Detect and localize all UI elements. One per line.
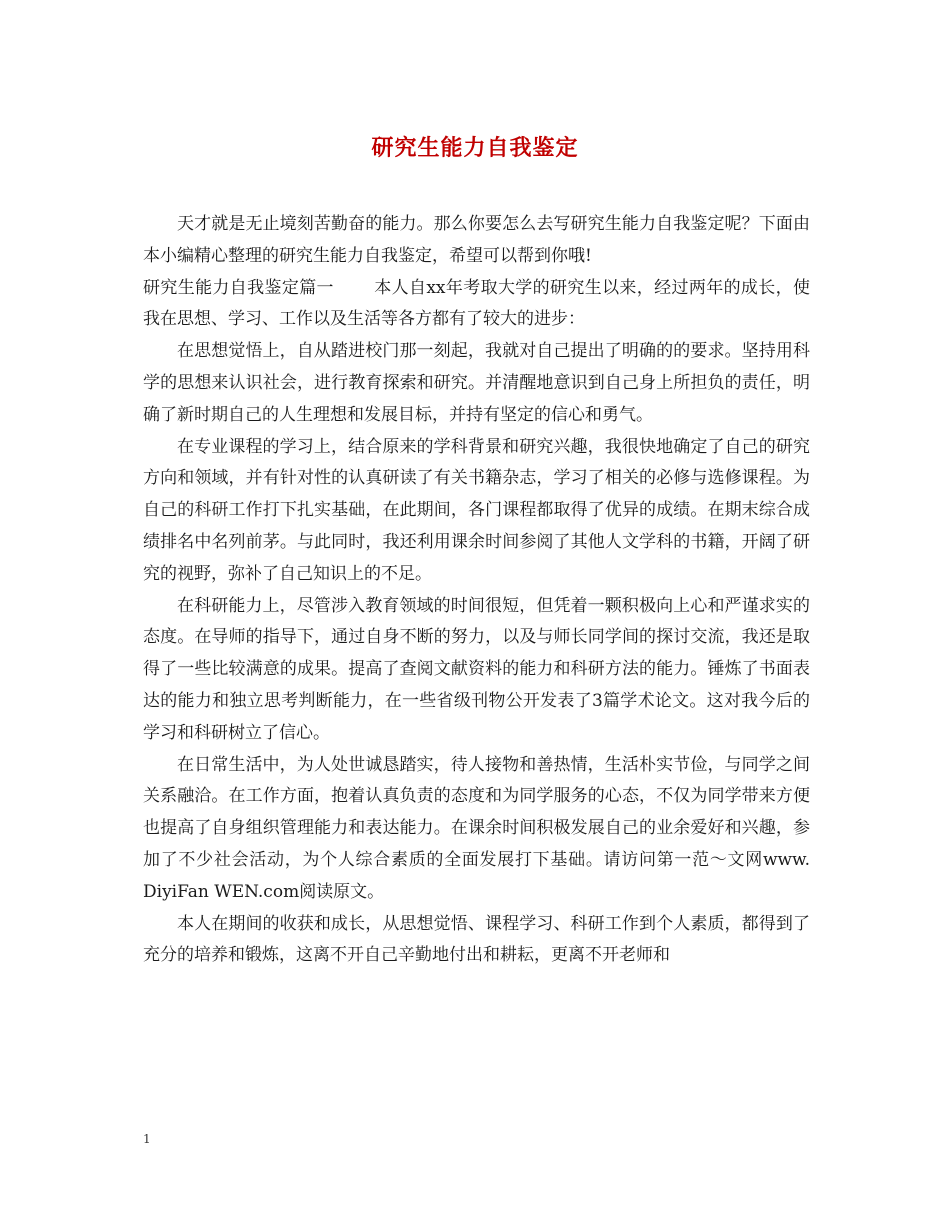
paragraph-summary: 本人在期间的收获和成长，从思想觉悟、课程学习、科研工作到个人素质，都得到了充分的培养和锻炼，这离不开自己辛勤地付出和耕耘，更离不开老师和 [143, 913, 810, 966]
document-body [143, 209, 810, 972]
section-heading: 研究生能力自我鉴定篇一 [143, 277, 334, 298]
paragraph-intro: 天才就是无止境刻苦勤奋的能力。那么你要怎么去写研究生能力自我鉴定呢？下面由本小编精心整理的研究生能力自我鉴定，希望可以帮到你哦! [143, 214, 810, 266]
paragraph-section-one [143, 273, 810, 337]
paragraph-thought: 在思想觉悟上，自从踏进校门那一刻起，我就对自己提出了明确的的要求。坚持用科学的思想来认识社会，进行教育探索和研究。并清醒地意识到自己身上所担负的责任，明确了新时期自己的人生理想和发展目标，并持有坚定的信心和勇气。 [143, 341, 810, 425]
document-title: 研究生能力自我鉴定 [371, 135, 579, 161]
section-one-text: 本人自xx年考取大学的研究生以来，经过两年的成长，使我在思想、学习、工作以及生活等各方都有了较大的进步： [143, 277, 810, 330]
paragraph-research: 在科研能力上，尽管涉入教育领域的时间很短，但凭着一颗积极向上心和严谨求实的态度。在导师的指导下，通过自身不断的努力，以及与师长同学间的探讨交流，我还是取得了一些比较满意的成果。提高了查阅文献资料的能力和科研方法的能力。锤炼了书面表达的能力和独立思考判断能力，在一些省级刊物公开发表了3篇学术论文。这对我今后的学习和科研树立了信心。 [143, 595, 810, 743]
page-number: 1 [143, 1132, 151, 1146]
paragraph-life: 在日常生活中，为人处世诚恳踏实，待人接物和善热情，生活朴实节俭，与同学之间关系融洽。在工作方面，抱着认真负责的态度和为同学服务的心态，不仅为同学带来方便也提高了自身组织管理能力和表达能力。在课余时间积极发展自己的业余爱好和兴趣，参加了不少社会活动，为个人综合素质的全面发展打下基础。请访问第一范～文网www. DiyiFan WEN.com阅读原文。 [143, 754, 810, 902]
paragraph-study: 在专业课程的学习上，结合原来的学科背景和研究兴趣，我很快地确定了自己的研究方向和领域，并有针对性的认真研读了有关书籍杂志，学习了相关的必修与选修课程。为自己的科研工作打下扎实基础，在此期间，各门课程都取得了优异的成绩。在期末综合成绩排名中名列前茅。与此同时，我还利用课余时间参阅了其他人文学科的书籍，开阔了研究的视野，弥补了自己知识上的不足。 [143, 436, 810, 584]
